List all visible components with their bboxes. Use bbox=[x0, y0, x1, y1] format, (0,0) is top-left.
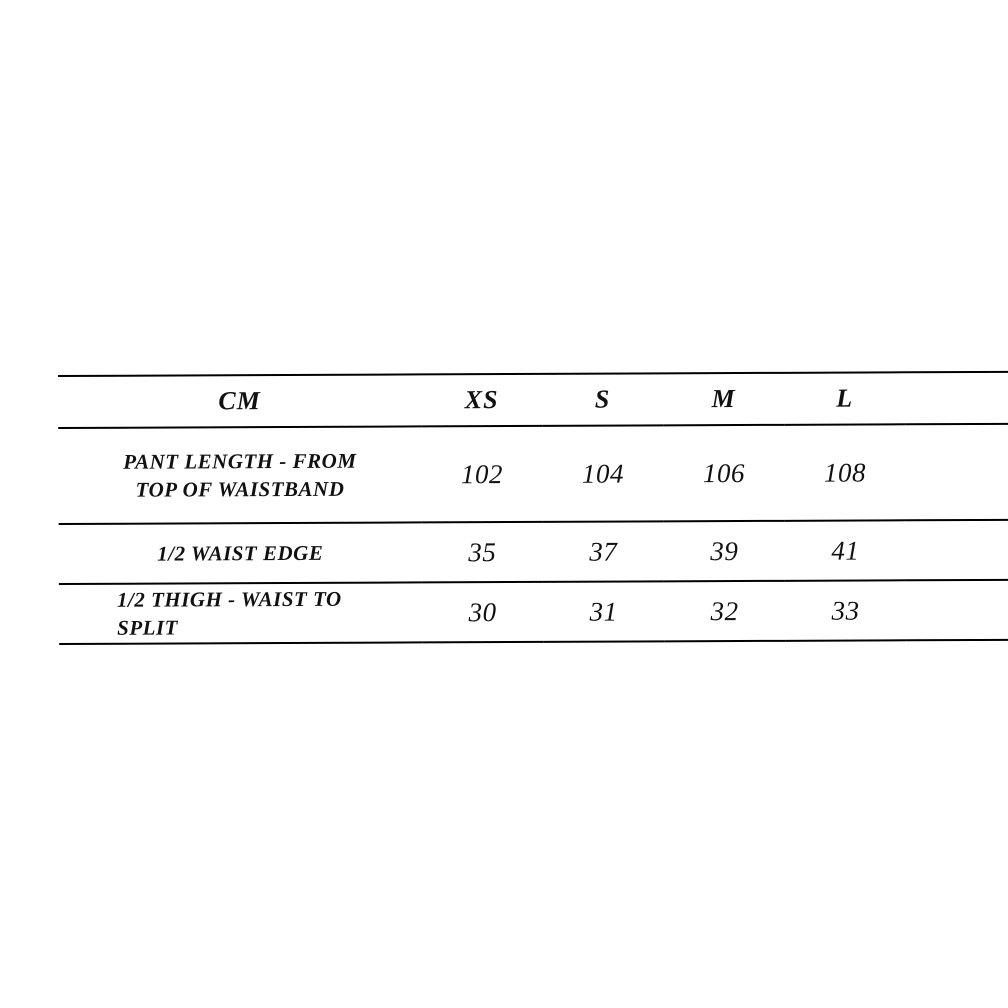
row-label-half-thigh bbox=[59, 582, 422, 644]
header-size-m: M bbox=[663, 373, 784, 426]
cell-half-thigh-s: 31 bbox=[543, 581, 664, 642]
table-header-row bbox=[58, 372, 1008, 428]
table-row bbox=[59, 640, 1008, 680]
cell-half-thigh-blank bbox=[906, 580, 1008, 640]
cell-half-thigh-l: 33 bbox=[785, 580, 906, 641]
cell-empty-m bbox=[664, 641, 785, 678]
cell-half-waist-edge-l: 41 bbox=[785, 520, 906, 581]
table-row bbox=[59, 580, 1008, 644]
row-label-line-1: 1/2 THIGH - WAIST TO bbox=[116, 586, 342, 612]
header-unit: CM bbox=[58, 374, 421, 428]
table-row bbox=[58, 424, 1008, 524]
cell-half-thigh-m: 32 bbox=[664, 581, 785, 642]
header-size-l: L bbox=[784, 372, 905, 425]
row-label-half-waist-edge bbox=[59, 522, 422, 584]
row-label-line-2: SPLIT bbox=[117, 615, 178, 640]
cell-pant-length-l: 108 bbox=[784, 424, 905, 521]
cell-empty-xs bbox=[422, 642, 543, 679]
row-label-empty bbox=[59, 642, 422, 680]
size-chart-table bbox=[58, 371, 1008, 680]
cell-pant-length-s: 104 bbox=[542, 425, 663, 522]
cell-half-waist-edge-m: 39 bbox=[664, 521, 785, 582]
header-blank bbox=[905, 372, 1008, 424]
header-size-s: S bbox=[542, 373, 663, 426]
cell-half-waist-edge-xs: 35 bbox=[422, 522, 543, 583]
cell-half-thigh-xs: 30 bbox=[422, 582, 543, 643]
table-row bbox=[59, 520, 1008, 584]
header-size-xs: XS bbox=[421, 374, 542, 427]
row-label-line-1: 1/2 WAIST EDGE bbox=[157, 540, 324, 566]
cell-half-waist-edge-blank bbox=[906, 520, 1008, 580]
cell-empty-s bbox=[543, 641, 664, 678]
cell-pant-length-xs: 102 bbox=[421, 426, 542, 523]
cell-pant-length-m: 106 bbox=[663, 425, 784, 522]
cell-half-waist-edge-s: 37 bbox=[543, 521, 664, 582]
cell-empty-blank bbox=[906, 640, 1008, 676]
row-label-line-1: PANT LENGTH - FROM bbox=[123, 448, 357, 474]
row-label-line-2: TOP OF WAISTBAND bbox=[135, 476, 345, 502]
cell-empty-l bbox=[785, 640, 906, 677]
row-label-pant-length bbox=[58, 426, 421, 524]
cell-pant-length-blank bbox=[905, 424, 1008, 520]
size-chart-container bbox=[58, 371, 954, 680]
